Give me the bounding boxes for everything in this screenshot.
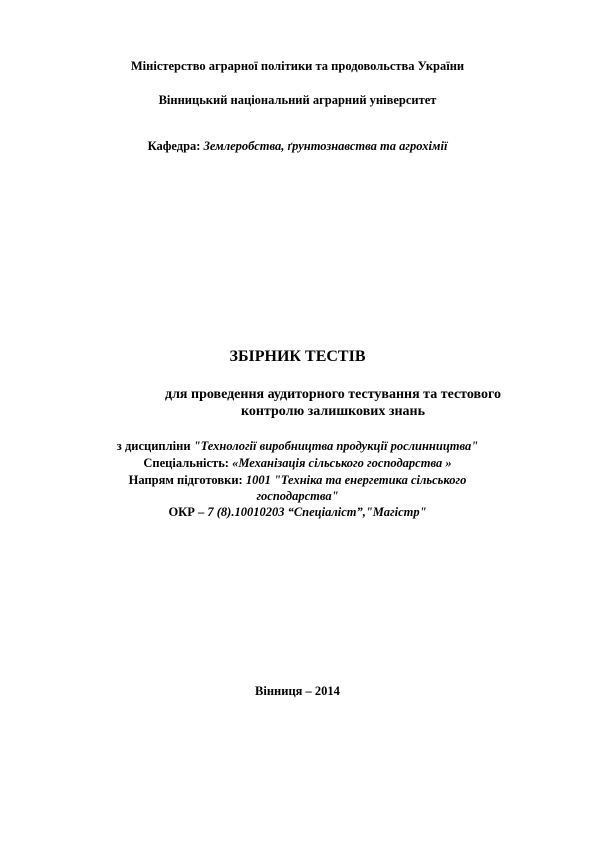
okr-label: ОКР – bbox=[168, 505, 205, 519]
department-label: Кафедра: bbox=[147, 139, 201, 153]
direction-line bbox=[0, 473, 595, 488]
discipline-label: з дисципліни bbox=[116, 439, 191, 453]
discipline-line bbox=[0, 439, 595, 454]
university-name: Вінницький національний аграрний університет bbox=[158, 93, 437, 107]
department-line bbox=[0, 139, 595, 154]
document-title: ЗБІРНИК ТЕСТІВ bbox=[229, 348, 366, 365]
city-year: Вінниця – 2014 bbox=[255, 684, 340, 698]
specialty-value: «Механізація сільського господарства » bbox=[232, 456, 452, 470]
direction-value: 1001 "Техніка та енергетика сільського bbox=[245, 473, 467, 487]
department-name: Землеробства, ґрунтознавства та агрохімії bbox=[203, 139, 448, 153]
direction-label: Напрям підготовки: bbox=[128, 473, 243, 487]
specialty-line bbox=[0, 456, 595, 471]
okr-value: 7 (8).10010203 “Спеціаліст”,"Магістр" bbox=[207, 505, 427, 519]
direction-value-continued: господарства" bbox=[256, 489, 339, 503]
ministry-name: Міністерство аграрної політики та продовольства України bbox=[130, 59, 465, 73]
discipline-value: "Технології виробництва продукції рослинництва" bbox=[193, 439, 479, 453]
document-subtitle: для проведення аудиторного тестування та тестового контролю залишкових знань bbox=[165, 387, 501, 419]
specialty-label: Спеціальність: bbox=[143, 456, 229, 470]
okr-line bbox=[0, 505, 595, 520]
